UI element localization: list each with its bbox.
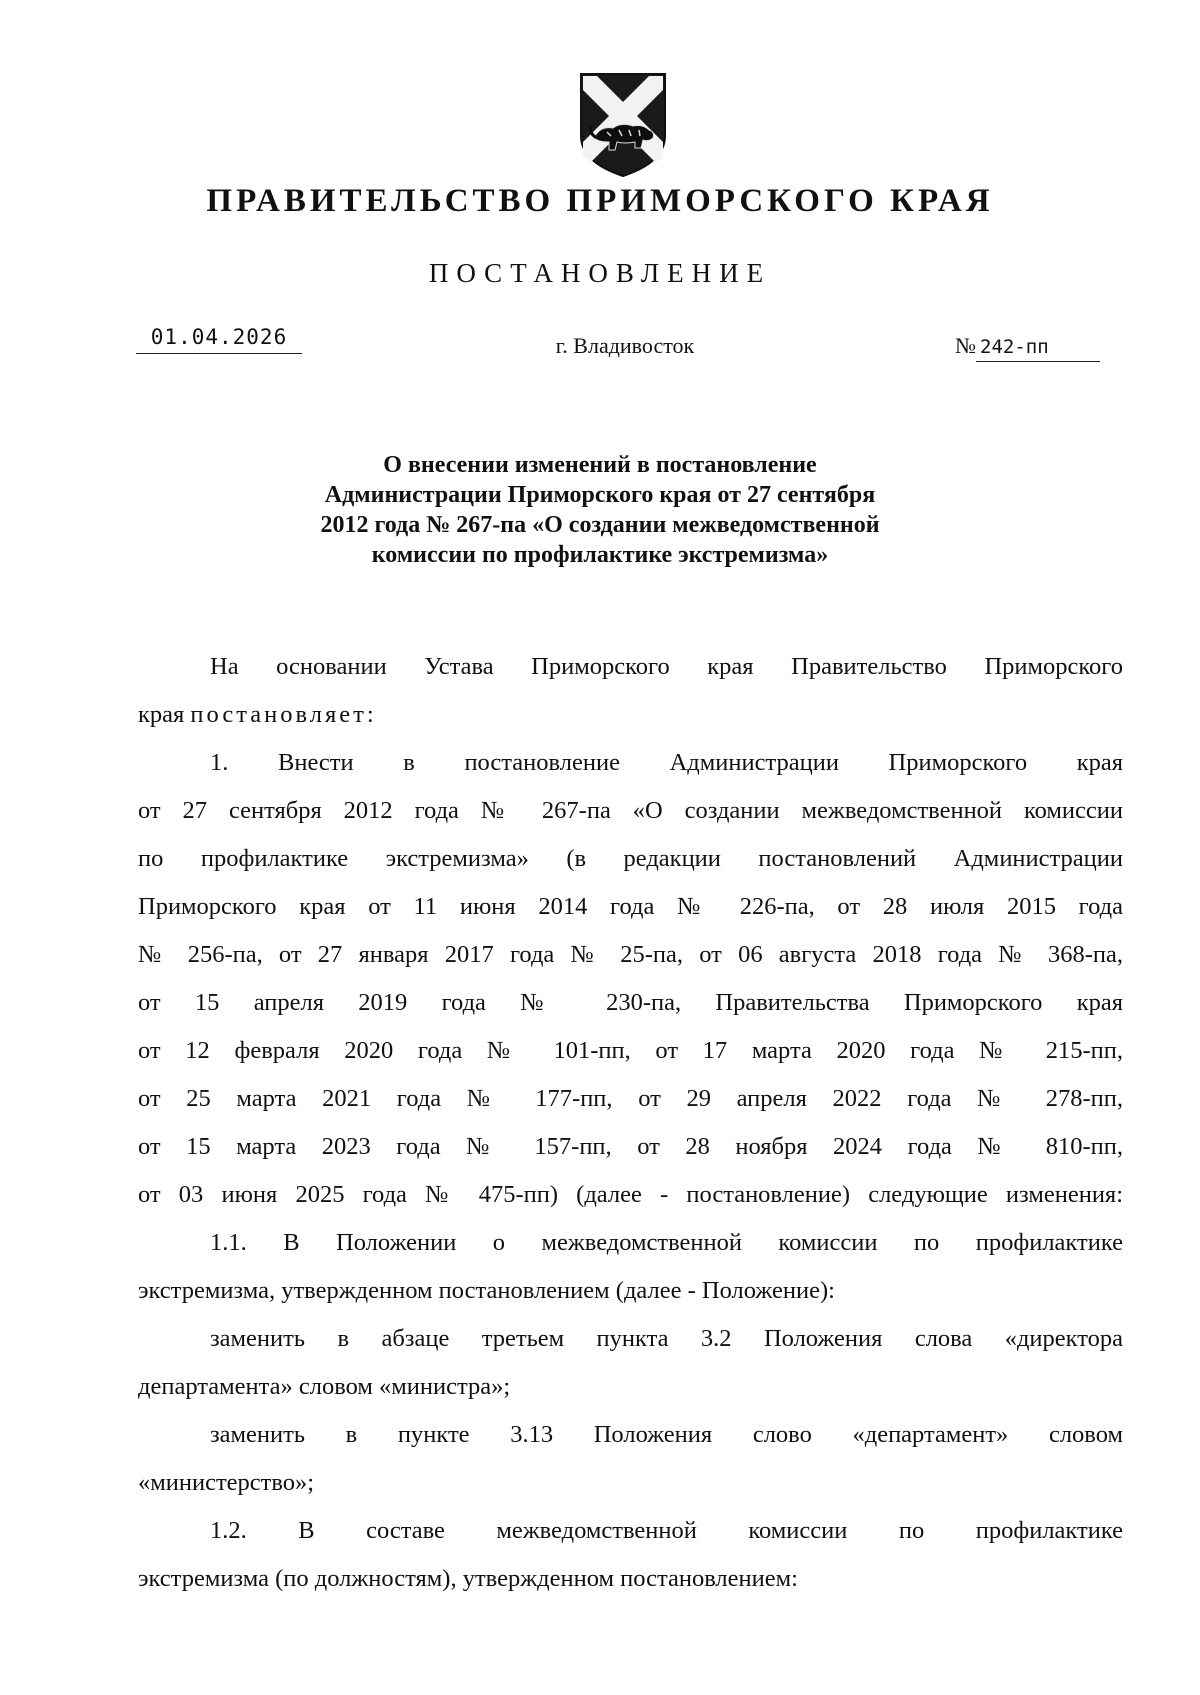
body-line: от 27 сентября 2012 года № 267-па «О создании межведомственной комиссии <box>138 797 1123 824</box>
government-title: ПРАВИТЕЛЬСТВО ПРИМОРСКОГО КРАЯ <box>206 183 994 219</box>
document-body <box>138 643 1123 1603</box>
subject-line: 2012 года № 267-па «О создании межведомственной <box>320 512 880 538</box>
number-prefix: № <box>955 333 976 358</box>
body-line: заменить в абзаце третьем пункта 3.2 Положения слова «директора <box>210 1325 1123 1352</box>
body-line <box>138 691 1123 739</box>
body-line: департамента» словом «министра»; <box>138 1373 511 1400</box>
body-line: экстремизма, утвержденном постановлением (далее - Положение): <box>138 1277 835 1304</box>
body-line: экстремизма (по должностям), утвержденном постановлением: <box>138 1565 798 1592</box>
body-line: «министерство»; <box>138 1469 315 1496</box>
document-date: 01.04.2026 <box>136 325 302 354</box>
body-text: края <box>138 701 191 728</box>
body-line: от 25 марта 2021 года № 177-пп, от 29 апреля 2022 года № 278-пп, <box>138 1085 1123 1112</box>
body-line: На основании Устава Приморского края Правительство Приморского <box>210 653 1123 680</box>
document-city: г. Владивосток <box>555 333 695 358</box>
decree-verb: постановляет: <box>190 701 377 728</box>
document-number <box>955 333 1100 362</box>
body-line: Приморского края от 11 июня 2014 года № 226-па, от 28 июля 2015 года <box>138 893 1123 920</box>
document-subject <box>0 450 1200 570</box>
number-value: 242-пп <box>976 336 1100 362</box>
body-line: от 15 марта 2023 года № 157-пп, от 28 ноября 2024 года № 810-пп, <box>138 1133 1123 1160</box>
subject-line: О внесении изменений в постановление <box>383 452 817 478</box>
body-line: по профилактике экстремизма» (в редакции постановлений Администрации <box>138 845 1123 872</box>
body-line: от 12 февраля 2020 года № 101-пп, от 17 марта 2020 года № 215-пп, <box>138 1037 1123 1064</box>
body-line: 1.2. В составе межведомственной комиссии по профилактике <box>210 1517 1123 1544</box>
subject-line: комиссии по профилактике экстремизма» <box>371 542 829 568</box>
body-line: № 256-па, от 27 января 2017 года № 25-па, от 06 августа 2018 года № 368-па, <box>138 941 1123 968</box>
subject-line: Администрации Приморского края от 27 сентября <box>324 482 876 508</box>
body-line: от 03 июня 2025 года № 475-пп) (далее - постановление) следующие изменения: <box>138 1181 1123 1208</box>
body-line: заменить в пункте 3.13 Положения слово «департамент» словом <box>210 1421 1123 1448</box>
body-line: 1. Внести в постановление Администрации Приморского края <box>210 749 1123 776</box>
document-type: ПОСТАНОВЛЕНИЕ <box>428 258 772 288</box>
body-line: от 15 апреля 2019 года № 230-па, Правительства Приморского края <box>138 989 1123 1016</box>
primorsky-krai-coat-of-arms-icon <box>577 70 669 180</box>
body-line: 1.1. В Положении о межведомственной комиссии по профилактике <box>210 1229 1123 1256</box>
